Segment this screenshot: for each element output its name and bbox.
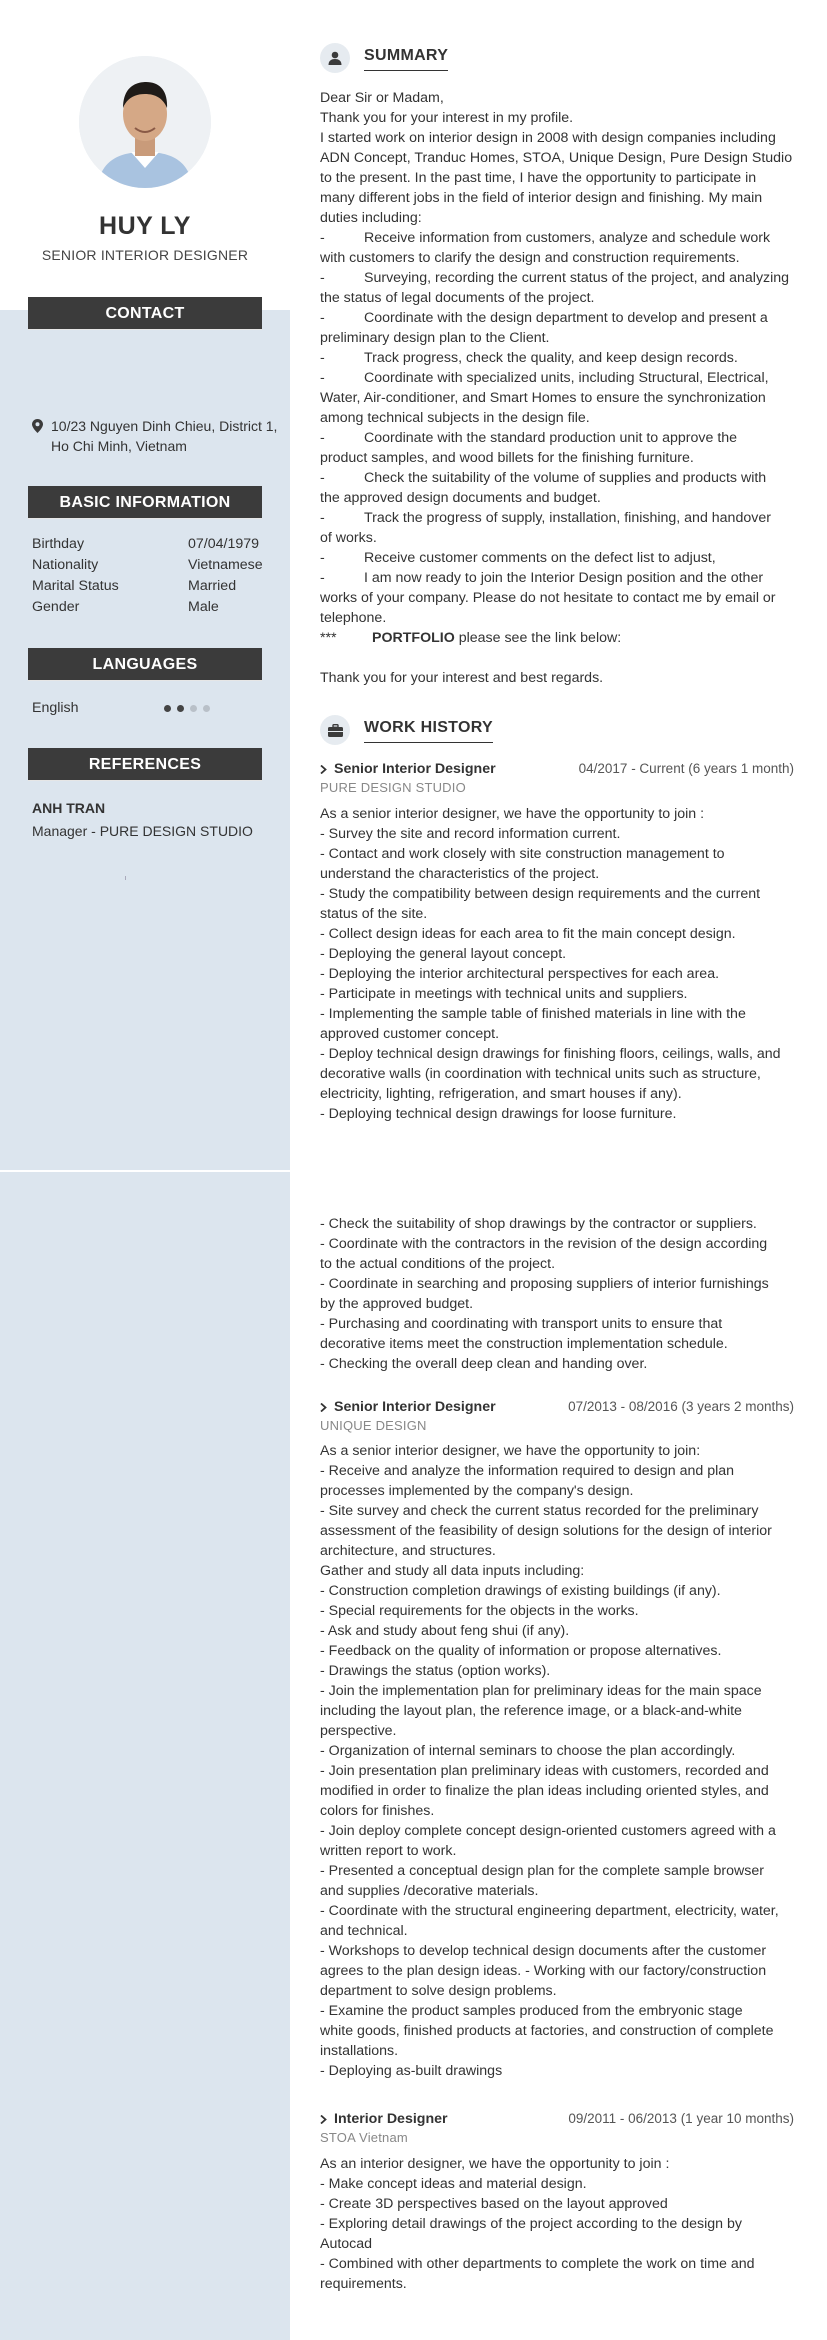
address — [32, 416, 288, 456]
chevron-right-icon — [320, 1403, 327, 1412]
rating-dot-empty — [190, 705, 197, 712]
job-description-line: assessment of the feasibility of design solutions for the design of interior — [320, 1523, 772, 1539]
location-pin-icon — [32, 419, 43, 433]
summary-bullet-cont: Water, Air-conditioner, and Smart Homes to ensure the synchronization — [320, 390, 766, 406]
job-description-line: decorative walls (in coordination with technical units such as structure, — [320, 1066, 761, 1082]
job-description-line: requirements. — [320, 2276, 407, 2292]
job-description-line: - Ask and study about feng shui (if any). — [320, 1623, 570, 1639]
job-description-line: architecture, and structures. — [320, 1543, 496, 1559]
info-label: Nationality — [32, 557, 99, 573]
summary-bullet: - I am now ready to join the Interior Design position and the other — [320, 570, 764, 586]
language-level-rating — [164, 705, 210, 712]
summary-line: duties including: — [320, 210, 422, 226]
candidate-title: SENIOR INTERIOR DESIGNER — [41, 247, 249, 263]
job-description-line: - Join the implementation plan for preliminary ideas for the main space — [320, 1683, 762, 1699]
summary-bullet: - Coordinate with specialized units, including Structural, Electrical, — [320, 370, 769, 386]
summary-closing: Thank you for your interest and best regards. — [320, 670, 604, 686]
job-description-line: - Combined with other departments to complete the work on time and — [320, 2256, 755, 2272]
job-header — [320, 2109, 794, 2129]
work-history-heading — [320, 715, 493, 745]
summary-line: Thank you for your interest in my profile. — [320, 110, 574, 126]
job-description-line: electricity, lighting, refrigeration, and smart houses if any). — [320, 1086, 682, 1102]
chevron-right-icon — [320, 2115, 327, 2124]
job-description-line: - Checking the overall deep clean and handing over. — [320, 1356, 648, 1372]
job-description-line: - Deploying the general layout concept. — [320, 946, 567, 962]
job-description-line: - Construction completion drawings of existing buildings (if any). — [320, 1583, 721, 1599]
profile-photo — [79, 56, 211, 188]
job-description — [320, 804, 794, 1124]
summary-line: Dear Sir or Madam, — [320, 90, 444, 106]
user-icon — [320, 43, 350, 73]
info-row-gender — [32, 597, 272, 618]
job-description-line: - Study the compatibility between design requirements and the current — [320, 886, 761, 902]
summary-bullet-cont: with customers to clarify the design and construction requirements. — [320, 250, 740, 266]
job-description-line: - Presented a conceptual design plan for the complete sample browser — [320, 1863, 765, 1879]
job-description-continued — [320, 1214, 794, 1374]
job-description-line: Autocad — [320, 2236, 373, 2252]
job-description-line: - Join presentation plan preliminary ideas with customers, recorded and — [320, 1763, 769, 1779]
summary-bullet: - Receive customer comments on the defect list to adjust, — [320, 550, 716, 566]
job-description-line: - Coordinate with the structural engineering department, electricity, water, — [320, 1903, 779, 1919]
info-value: Vietnamese — [188, 557, 263, 573]
job-description-line: Gather and study all data inputs including: — [320, 1563, 585, 1579]
job-description-line: As a senior interior designer, we have the opportunity to join : — [320, 806, 705, 822]
job-description-line: As a senior interior designer, we have the opportunity to join: — [320, 1443, 701, 1459]
chevron-right-icon — [320, 765, 327, 774]
info-row-marital-status — [32, 576, 272, 597]
job-description-line: - Implementing the sample table of finished materials in line with the — [320, 1006, 746, 1022]
basic-information-heading: BASIC INFORMATION — [28, 486, 262, 519]
candidate-name: HUY LY — [99, 212, 191, 240]
portfolio-line — [320, 628, 794, 648]
summary-bullet: - Coordinate with the design department to develop and present a — [320, 310, 768, 326]
summary-heading — [320, 43, 448, 73]
job-description-line: by the approved budget. — [320, 1296, 474, 1312]
job-description-line: - Coordinate with the contractors in the revision of the design according — [320, 1236, 768, 1252]
job-description-line: - Deploying as-built drawings — [320, 2063, 503, 2079]
job-description-line: - Coordinate in searching and proposing suppliers of interior furnishings — [320, 1276, 769, 1292]
summary-bullet-cont: product samples, and wood billets for the finishing furniture. — [320, 450, 694, 466]
job-description-line: perspective. — [320, 1723, 397, 1739]
job-description-line: agrees to the plan design ideas. - Working with our factory/construction — [320, 1963, 767, 1979]
job-description-line: to the actual conditions of the project. — [320, 1256, 556, 1272]
job-date: 09/2011 - 06/2013 (1 year 10 months) — [568, 2111, 794, 2126]
summary-bullet-cont: telephone. — [320, 610, 387, 626]
job-description-line: status of the site. — [320, 906, 428, 922]
portfolio-label: PORTFOLIO — [372, 630, 455, 646]
job-header — [320, 759, 794, 779]
summary-bullet-cont: the approved design documents and budget. — [320, 490, 601, 506]
job-description-line: colors for finishes. — [320, 1803, 435, 1819]
job-description-line: - Deploy technical design drawings for finishing floors, ceilings, walls, and — [320, 1046, 781, 1062]
references-heading: REFERENCES — [28, 748, 262, 781]
summary-body — [320, 88, 794, 688]
summary-bullet: - Receive information from customers, analyze and schedule work — [320, 230, 771, 246]
summary-bullet: - Track the progress of supply, installation, finishing, and handover — [320, 510, 771, 526]
summary-line: I started work on interior design in 2008 with design companies including — [320, 130, 776, 146]
summary-bullet: - Track progress, check the quality, and keep design records. — [320, 350, 738, 366]
info-label: Marital Status — [32, 578, 119, 594]
job-company: UNIQUE DESIGN — [320, 1418, 427, 1433]
avatar — [79, 56, 211, 188]
job-description-line: department to solve design problems. — [320, 1983, 557, 1999]
summary-bullet-cont: works of your company. Please do not hesitate to contact me by email or — [320, 590, 776, 606]
job-description-line: - Collect design ideas for each area to fit the main concept design. — [320, 926, 736, 942]
job-role: Interior Designer — [320, 2109, 448, 2129]
job-description-line: - Survey the site and record information current. — [320, 826, 621, 842]
job-company: PURE DESIGN STUDIO — [320, 780, 466, 795]
job-description-line: understand the characteristics of the project. — [320, 866, 600, 882]
language-name: English — [32, 700, 79, 716]
summary-bullet: - Surveying, recording the current status of the project, and analyzing — [320, 270, 790, 286]
job-description-line: white goods, finished products at factories, and construction of complete — [320, 2023, 774, 2039]
info-value: 07/04/1979 — [188, 536, 260, 552]
job-date: 04/2017 - Current (6 years 1 month) — [578, 761, 794, 776]
job-description-line: approved customer concept. — [320, 1026, 500, 1042]
address-line-1: 10/23 Nguyen Dinh Chieu, District 1, — [51, 418, 278, 434]
reference-name: ANH TRAN — [32, 800, 106, 816]
job-description-line: - Deploying the interior architectural perspectives for each area. — [320, 966, 720, 982]
summary-bullet-cont: preliminary design plan to the Client. — [320, 330, 550, 346]
rating-dot-filled — [177, 705, 184, 712]
job-description-line: and supplies /decorative materials. — [320, 1883, 539, 1899]
job-description-line: installations. — [320, 2043, 399, 2059]
rating-dot-filled — [164, 705, 171, 712]
job-description-line: - Purchasing and coordinating with transport units to ensure that — [320, 1316, 723, 1332]
job-description-line: - Create 3D perspectives based on the layout approved — [320, 2196, 668, 2212]
job-description-line: - Workshops to develop technical design documents after the customer — [320, 1943, 767, 1959]
job-description-line: decorative items meet the construction implementation schedule. — [320, 1336, 728, 1352]
portfolio-text: please see the link below: — [454, 630, 622, 646]
job-role: Senior Interior Designer — [320, 1397, 496, 1417]
address-line-2: Ho Chi Minh, Vietnam — [51, 438, 187, 454]
job-description-line: As an interior designer, we have the opportunity to join : — [320, 2156, 670, 2172]
job-description-line: - Drawings the status (option works). — [320, 1663, 551, 1679]
job-description-line: - Contact and work closely with site construction management to — [320, 846, 725, 862]
job-date: 07/2013 - 08/2016 (3 years 2 months) — [568, 1399, 794, 1414]
job-description-line: including the layout plan, the reference image, or a black-and-white — [320, 1703, 742, 1719]
job-description — [320, 2154, 794, 2294]
job-description-line: - Check the suitability of shop drawings by the contractor or suppliers. — [320, 1216, 757, 1232]
info-value: Male — [188, 599, 219, 615]
job-description-line: - Participate in meetings with technical units and suppliers. — [320, 986, 688, 1002]
job-description-line: - Examine the product samples produced from the embryonic stage — [320, 2003, 743, 2019]
job-description-line: written report to work. — [320, 1843, 457, 1859]
info-row-birthday — [32, 534, 272, 555]
info-label: Birthday — [32, 536, 85, 552]
job-description-line: - Make concept ideas and material design. — [320, 2176, 587, 2192]
summary-line: many different jobs in the field of interior design and finishing. My main — [320, 190, 763, 206]
job-description-line: - Deploying technical design drawings for loose furniture. — [320, 1106, 677, 1122]
languages-heading: LANGUAGES — [28, 648, 262, 681]
job-description-line: - Exploring detail drawings of the project according to the design by — [320, 2216, 742, 2232]
info-value: Married — [188, 578, 237, 594]
job-description-line: modified in order to finalize the plan ideas including oriented styles, and — [320, 1783, 769, 1799]
job-description-line: - Organization of internal seminars to choose the plan accordingly. — [320, 1743, 736, 1759]
summary-bullet: - Check the suitability of the volume of supplies and products with — [320, 470, 767, 486]
language-english — [32, 698, 272, 718]
reference-role: Manager - PURE DESIGN STUDIO — [32, 823, 253, 839]
info-row-nationality — [32, 555, 272, 576]
summary-bullet-cont: of works. — [320, 530, 377, 546]
summary-bullet-cont: among technical subjects in the design file. — [320, 410, 590, 426]
summary-line: ADN Concept, Tranduc Homes, STOA, Unique Design, Pure Design Studio — [320, 150, 793, 166]
contact-heading: CONTACT — [28, 297, 262, 330]
decorative-mark — [125, 876, 126, 880]
rating-dot-empty — [203, 705, 210, 712]
briefcase-icon — [320, 715, 350, 745]
job-role: Senior Interior Designer — [320, 759, 496, 779]
job-description-line: and technical. — [320, 1923, 408, 1939]
job-description-line: - Join deploy complete concept design-oriented customers agreed with a — [320, 1823, 776, 1839]
summary-bullet: - Coordinate with the standard production unit to approve the — [320, 430, 738, 446]
job-description-line: - Site survey and check the current status recorded for the preliminary — [320, 1503, 759, 1519]
job-description — [320, 1441, 794, 2081]
job-description-line: processes implemented by the company's design. — [320, 1483, 634, 1499]
job-description-line: - Feedback on the quality of information or propose alternatives. — [320, 1643, 722, 1659]
summary-title: SUMMARY — [364, 46, 448, 71]
job-description-line: - Receive and analyze the information required to design and plan — [320, 1463, 735, 1479]
job-header — [320, 1397, 794, 1417]
portfolio-stars: *** — [320, 630, 337, 646]
basic-info-table — [32, 534, 272, 618]
job-description-line: - Special requirements for the objects in the works. — [320, 1603, 639, 1619]
work-history-title: WORK HISTORY — [364, 718, 493, 743]
job-company: STOA Vietnam — [320, 2130, 408, 2145]
info-label: Gender — [32, 599, 80, 615]
summary-line: to the present. In the past time, I have the opportunity to participate in — [320, 170, 757, 186]
summary-bullet-cont: the status of legal documents of the project. — [320, 290, 595, 306]
page-break — [0, 1170, 290, 1172]
